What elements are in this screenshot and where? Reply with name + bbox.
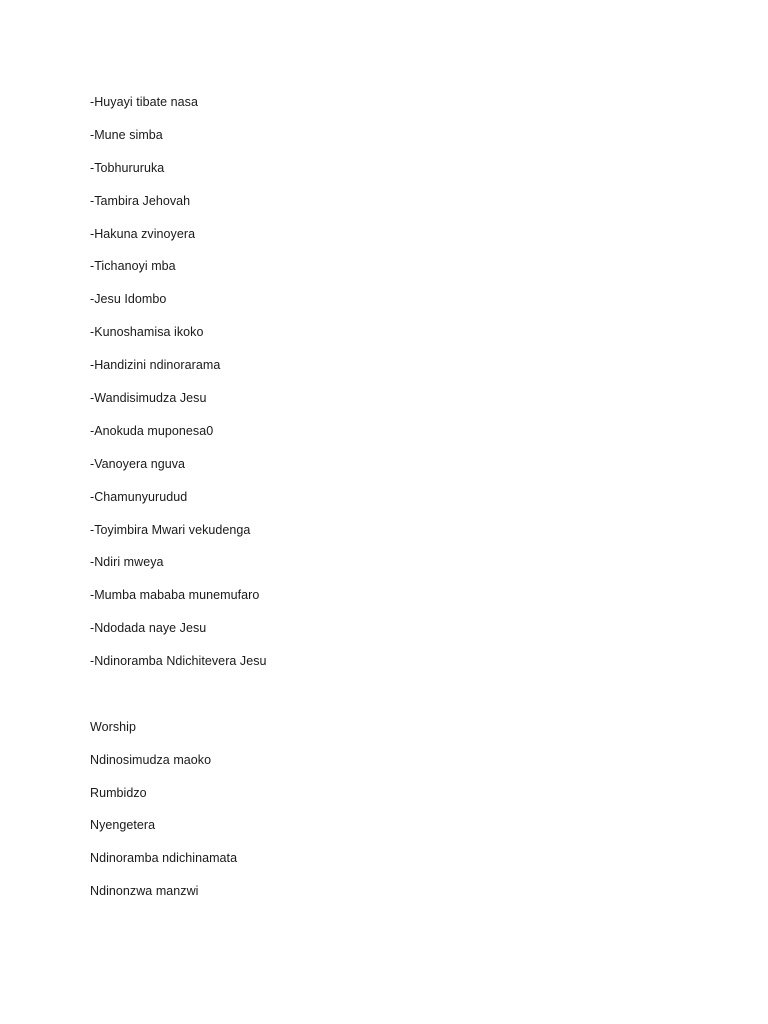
blank-line xyxy=(90,684,690,717)
song-list-item: -Chamunyurudud xyxy=(90,489,188,504)
worship-item: Ndinoramba ndichinamata xyxy=(90,851,238,866)
song-list-item: -Wandisimudza Jesu xyxy=(90,391,207,406)
song-list-item: -Tambira Jehovah xyxy=(90,193,191,208)
song-list-item: -Hakuna zvinoyera xyxy=(90,226,196,241)
worship-section xyxy=(90,717,690,914)
song-list-item: -Huyayi tibate nasa xyxy=(90,95,198,109)
song-list-item: -Ndodada naye Jesu xyxy=(90,621,207,636)
song-list-item: -Vanoyera nguva xyxy=(90,456,186,471)
song-list-item: -Ndiri mweya xyxy=(90,555,164,570)
song-list-item: -Mumba mababa munemufaro xyxy=(90,588,260,603)
worship-heading: Worship xyxy=(90,719,136,734)
worship-item: Ndinosimudza maoko xyxy=(90,752,212,767)
worship-item: Nyengetera xyxy=(90,818,156,833)
song-list-item: -Tichanoyi mba xyxy=(90,259,176,274)
song-list-item: -Anokuda muponesa0 xyxy=(90,423,214,438)
song-list-item: -Mune simba xyxy=(90,127,163,142)
song-list-item: -Tobhururuka xyxy=(90,160,165,175)
song-list-item: -Handizini ndinorarama xyxy=(90,358,221,373)
song-list-item: -Toyimbira Mwari vekudenga xyxy=(90,522,251,537)
document-body xyxy=(90,92,690,914)
song-list-item: -Kunoshamisa ikoko xyxy=(90,325,204,340)
song-list-item: -Ndinoramba Ndichitevera Jesu xyxy=(90,654,267,669)
song-list xyxy=(90,92,690,684)
song-list-item: -Jesu Idombo xyxy=(90,292,167,307)
worship-item: Ndinonzwa manzwi xyxy=(90,884,199,899)
worship-item: Rumbidzo xyxy=(90,785,147,800)
